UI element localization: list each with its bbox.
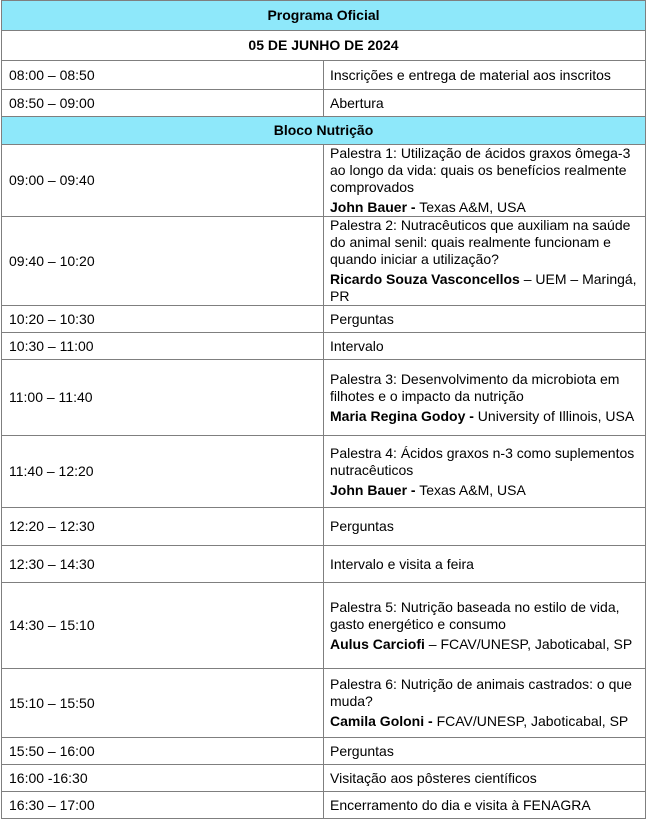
- program-title: Programa Oficial: [2, 1, 646, 31]
- talk-title: Palestra 4: Ácidos graxos n-3 como suplementos nutracêuticos: [330, 444, 635, 478]
- table-row: [2, 145, 646, 217]
- time-cell: 09:40 – 10:20: [2, 217, 324, 306]
- speaker-name: John Bauer -: [330, 199, 416, 215]
- talk-cell: [324, 583, 646, 669]
- program-date: 05 DE JUNHO DE 2024: [2, 31, 646, 61]
- time-cell: 12:30 – 14:30: [2, 546, 324, 583]
- table-row: [2, 738, 646, 765]
- activity-cell: Encerramento do dia e visita à FENAGRA: [324, 792, 646, 819]
- time-cell: 08:50 – 09:00: [2, 90, 324, 117]
- talk-title: Palestra 6: Nutrição de animais castrados: o que muda?: [330, 676, 632, 709]
- talk-title: Palestra 3: Desenvolvimento da microbiota em filhotes e o impacto da nutrição: [330, 370, 620, 404]
- speaker-name: Ricardo Souza Vasconcellos: [330, 271, 520, 287]
- time-cell: 12:20 – 12:30: [2, 508, 324, 546]
- block-title: Bloco Nutrição: [2, 117, 646, 145]
- activity-cell: Perguntas: [324, 508, 646, 546]
- time-cell: 16:00 -16:30: [2, 765, 324, 792]
- table-row: [2, 436, 646, 508]
- table-row: [2, 765, 646, 792]
- activity-cell: Intervalo e visita a feira: [324, 546, 646, 583]
- activity-cell: Intervalo: [324, 333, 646, 360]
- speaker-line: [330, 271, 639, 305]
- speaker-affiliation: University of Illinois, USA: [473, 407, 635, 424]
- table-row: [2, 508, 646, 546]
- activity-cell: Abertura: [324, 90, 646, 117]
- speaker-line: [330, 713, 639, 730]
- speaker-name: Aulus Carciofi: [330, 635, 425, 652]
- speaker-line: [330, 636, 639, 653]
- speaker-line: [330, 408, 639, 425]
- time-cell: 11:00 – 11:40: [2, 360, 324, 436]
- speaker-affiliation: – UEM – Maringá, PR: [330, 271, 637, 304]
- table-row: [2, 546, 646, 583]
- time-cell: 08:00 – 08:50: [2, 61, 324, 90]
- table-row: [2, 217, 646, 306]
- talk-cell: [324, 217, 646, 306]
- speaker-name: Maria Regina Godoy -: [330, 407, 474, 424]
- speaker-affiliation: Texas A&M, USA: [415, 199, 526, 215]
- time-cell: 16:30 – 17:00: [2, 792, 324, 819]
- time-cell: 14:30 – 15:10: [2, 583, 324, 669]
- activity-cell: Perguntas: [324, 738, 646, 765]
- time-cell: 10:30 – 11:00: [2, 333, 324, 360]
- speaker-affiliation: Texas A&M, USA: [415, 481, 526, 498]
- talk-cell: [324, 145, 646, 217]
- time-cell: 09:00 – 09:40: [2, 145, 324, 217]
- table-row: [2, 360, 646, 436]
- talk-cell: [324, 436, 646, 508]
- activity-cell: Visitação aos pôsteres científicos: [324, 765, 646, 792]
- time-cell: 15:50 – 16:00: [2, 738, 324, 765]
- speaker-line: [330, 482, 639, 499]
- talk-cell: [324, 360, 646, 436]
- speaker-name: John Bauer -: [330, 481, 416, 498]
- table-row: [2, 669, 646, 738]
- time-cell: 15:10 – 15:50: [2, 669, 324, 738]
- table-row: [2, 333, 646, 360]
- activity-cell: Perguntas: [324, 306, 646, 333]
- time-cell: 10:20 – 10:30: [2, 306, 324, 333]
- speaker-affiliation: – FCAV/UNESP, Jaboticabal, SP: [424, 635, 633, 652]
- speaker-line: [330, 199, 639, 216]
- table-row: [2, 583, 646, 669]
- talk-cell: [324, 669, 646, 738]
- speaker-name: Camila Goloni -: [330, 713, 433, 729]
- table-row: [2, 792, 646, 819]
- program-table: [1, 0, 646, 819]
- table-row: [2, 61, 646, 90]
- talk-title: Palestra 2: Nutracêuticos que auxiliam na saúde do animal senil: quais realmente funcionam e quando iniciar a utilização?: [330, 217, 631, 267]
- table-row: [2, 90, 646, 117]
- talk-title: Palestra 5: Nutrição baseada no estilo de vida, gasto energético e consumo: [330, 598, 620, 632]
- talk-title: Palestra 1: Utilização de ácidos graxos ômega-3 ao longo da vida: quais os benefícios realmente comprovados: [330, 145, 631, 195]
- time-cell: 11:40 – 12:20: [2, 436, 324, 508]
- speaker-affiliation: FCAV/UNESP, Jaboticabal, SP: [432, 713, 629, 729]
- activity-cell: Inscrições e entrega de material aos inscritos: [324, 61, 646, 90]
- table-row: [2, 306, 646, 333]
